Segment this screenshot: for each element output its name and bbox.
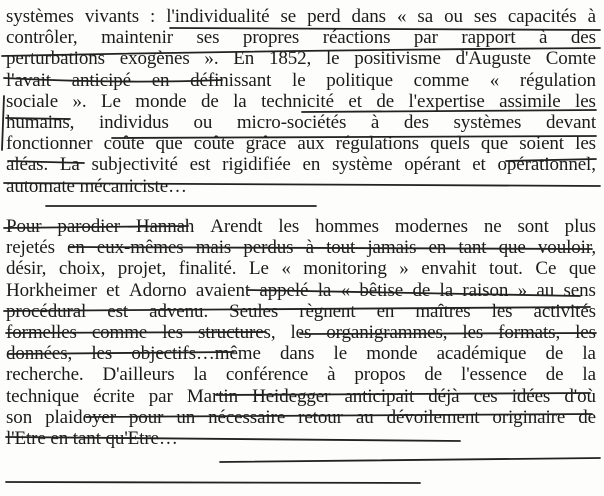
word: assimile: [499, 90, 561, 112]
word: sa: [417, 6, 434, 27]
word: bêtise: [359, 279, 404, 301]
word: Seules: [229, 300, 279, 322]
word: aléas.: [6, 154, 49, 176]
word: le: [333, 343, 348, 365]
word: en: [302, 154, 321, 176]
word: »: [399, 258, 409, 280]
word: de: [200, 90, 219, 112]
word: rigidifiée: [222, 154, 291, 176]
word: «: [281, 258, 291, 280]
underline-mark: [220, 458, 600, 462]
word: devant: [545, 111, 596, 133]
word: :: [150, 6, 156, 27]
word: de: [424, 364, 443, 386]
word: le: [326, 48, 340, 70]
word: ou: [444, 6, 463, 27]
text-line: [6, 154, 596, 175]
word: structures,: [197, 321, 276, 343]
word: de: [545, 364, 564, 386]
word: individus: [98, 111, 169, 133]
word: perd: [307, 6, 341, 27]
word: des: [570, 27, 596, 49]
text-line: [6, 322, 596, 343]
word: technique: [6, 385, 79, 407]
word: de: [578, 406, 596, 428]
word: les: [575, 321, 596, 343]
word: En: [233, 48, 255, 70]
word: données,: [6, 343, 73, 365]
text-line: [6, 280, 596, 301]
word: les: [575, 133, 596, 155]
word: dans: [279, 343, 315, 365]
word: au: [355, 406, 374, 428]
text-line: [6, 301, 596, 322]
word: les: [278, 216, 300, 237]
word: coûte: [103, 133, 145, 155]
word: quels: [430, 133, 470, 155]
text-line: [6, 133, 596, 154]
word: contrôler,: [6, 27, 78, 49]
word: Martin: [186, 385, 238, 407]
word: micro-sociétés: [236, 111, 347, 133]
word: la: [233, 90, 247, 112]
word: ne: [483, 216, 502, 237]
text-line: [6, 48, 596, 69]
word: nécessaire: [208, 406, 286, 428]
word: parodier: [57, 216, 120, 237]
word: monde: [366, 343, 418, 365]
word: advenu.: [149, 300, 209, 322]
word: monde: [135, 90, 187, 112]
word: »: [517, 279, 528, 301]
word: l'individualité: [166, 6, 270, 27]
word: originaire: [492, 406, 566, 428]
paragraph-1: [6, 6, 596, 197]
text-line: [6, 112, 596, 133]
word: raison: [462, 279, 509, 301]
word: déjà: [428, 385, 460, 407]
word: opérationnel,: [497, 154, 596, 176]
word: académique: [436, 343, 527, 365]
word: plus: [564, 216, 596, 237]
word: rapport: [461, 27, 516, 49]
word: recherche.: [6, 364, 84, 386]
word: 1852,: [268, 48, 312, 70]
word: ».: [204, 48, 219, 70]
text-line: [6, 386, 596, 407]
word: perturbations: [6, 48, 105, 70]
word: activités: [533, 300, 596, 322]
word: et: [348, 90, 362, 112]
word: Heidegger: [252, 385, 331, 407]
word: envahit: [421, 258, 477, 280]
word: au: [536, 279, 555, 301]
word: «: [397, 6, 407, 27]
word: dévoilement: [386, 406, 480, 428]
word: régulation: [519, 69, 596, 91]
word: les: [91, 343, 113, 365]
word: de: [545, 343, 564, 365]
word: l'expertise: [408, 90, 485, 112]
word: mais: [195, 237, 232, 259]
word: rejetés: [6, 237, 55, 259]
word: et: [106, 279, 120, 301]
text-line: [6, 6, 596, 27]
word: les: [162, 321, 184, 343]
word: ces: [473, 385, 498, 407]
word: de: [376, 90, 395, 112]
word: conférence: [225, 364, 309, 386]
word: procédural: [6, 300, 87, 322]
word: perdus: [243, 237, 294, 259]
word: avaient: [195, 279, 251, 301]
word: idées: [511, 385, 551, 407]
text-line-content: l'Etre en tant qu'Etre…: [6, 427, 178, 449]
word: systèmes: [453, 111, 522, 133]
text-line-content: automate mécaniciste…: [6, 175, 187, 197]
word: grâce: [245, 133, 287, 155]
word: son: [6, 406, 33, 428]
word: hommes: [315, 216, 379, 237]
word: subjectivité: [91, 154, 178, 176]
word: à: [587, 6, 596, 27]
word: «: [340, 279, 351, 301]
margin-mark: [2, 96, 4, 150]
word: régulations: [335, 133, 419, 155]
word: opérant: [404, 154, 461, 176]
word: à: [370, 111, 380, 133]
word: tout: [326, 237, 356, 259]
word: les: [290, 321, 312, 343]
word: retour: [298, 406, 343, 428]
word: vivants: [84, 6, 140, 27]
word: ou: [193, 111, 213, 133]
word: que: [155, 133, 183, 155]
word: les: [462, 321, 484, 343]
word: choix,: [58, 258, 106, 280]
word: le: [292, 69, 306, 91]
word: formats,: [498, 321, 561, 343]
word: l'avait: [6, 69, 51, 91]
word: anticipait: [344, 385, 415, 407]
word: jamais: [367, 237, 417, 259]
word: finalité.: [178, 258, 237, 280]
word: tout.: [489, 258, 523, 280]
word: ses: [196, 27, 220, 49]
text-line: [6, 364, 596, 385]
word: en: [151, 69, 170, 91]
word: système: [331, 154, 393, 176]
word: anticipé: [71, 69, 131, 91]
word: réactions: [322, 27, 391, 49]
word: plaidoyer: [45, 406, 116, 428]
word: vouloir,: [537, 237, 596, 259]
word: sociale: [6, 90, 59, 112]
word: Le: [248, 258, 269, 280]
text-line: [6, 428, 596, 449]
word: la: [439, 279, 454, 301]
word: règnent: [299, 300, 356, 322]
word: d'où: [564, 385, 596, 407]
paragraph-2: [6, 216, 596, 449]
word: maîtres: [415, 300, 471, 322]
word: les: [491, 300, 513, 322]
word: politique: [326, 69, 393, 91]
word: l'essence: [461, 364, 527, 386]
word: exogènes: [119, 48, 190, 70]
word: en: [428, 237, 447, 259]
word: La: [59, 154, 80, 176]
word: sont: [517, 216, 549, 237]
word: de: [412, 279, 431, 301]
word: Ce: [535, 258, 557, 280]
word: propos: [354, 364, 406, 386]
word: comme: [413, 69, 470, 91]
word: organigrammes,: [326, 321, 448, 343]
word: que: [480, 133, 509, 155]
text-line: [6, 216, 596, 237]
word: Arendt: [210, 216, 263, 237]
word: technicité: [261, 90, 334, 112]
word: définissant: [190, 69, 272, 91]
word: d'Auguste: [455, 48, 531, 70]
word: aux: [297, 133, 325, 155]
text-line: [6, 176, 596, 197]
word: capacités: [507, 6, 577, 27]
word: est: [107, 300, 129, 322]
word: maintenir: [101, 27, 173, 49]
text-line: [6, 70, 596, 91]
word: «: [489, 69, 500, 91]
word: en: [67, 237, 85, 259]
word: en: [376, 300, 395, 322]
text-line: [6, 27, 596, 48]
text-line: [6, 91, 596, 112]
word: positivisme: [354, 48, 441, 70]
word: Comte: [545, 48, 596, 70]
word: la: [582, 343, 596, 365]
word: la: [317, 279, 332, 301]
word: par: [413, 27, 438, 49]
text-line: [6, 343, 596, 364]
word: ses: [473, 6, 497, 27]
underline-mark: [6, 482, 420, 483]
word: formelles: [6, 321, 77, 343]
word: la: [582, 364, 596, 386]
word: les: [575, 90, 596, 112]
word: Pour: [6, 216, 42, 237]
word: fonctionner: [6, 133, 93, 155]
word: systèmes: [6, 6, 74, 27]
word: comme: [91, 321, 148, 343]
word: à: [327, 364, 336, 386]
word: est: [189, 154, 211, 176]
word: humains,: [6, 111, 75, 133]
word: Adorno: [129, 279, 187, 301]
word: désir,: [6, 258, 47, 280]
word: que: [498, 237, 526, 259]
word: par: [148, 385, 173, 407]
word: modernes: [394, 216, 468, 237]
word: dans: [351, 6, 386, 27]
word: tant: [458, 237, 487, 259]
text-line: [6, 237, 596, 258]
word: à: [305, 237, 314, 259]
word: eux-mêmes: [96, 237, 184, 259]
word: monitoring: [303, 258, 387, 280]
word: et: [472, 154, 486, 176]
word: Horkheimer: [6, 279, 97, 301]
word: D'ailleurs: [102, 364, 175, 386]
word: à: [539, 27, 548, 49]
word: un: [176, 406, 196, 428]
word: objectifs…même: [131, 343, 261, 365]
word: coûte: [193, 133, 235, 155]
word: Hannah: [135, 216, 195, 237]
word: soient: [519, 133, 564, 155]
word: propres: [242, 27, 300, 49]
text-line: [6, 407, 596, 428]
word: sens: [563, 279, 596, 301]
word: projet,: [117, 258, 167, 280]
word: que: [568, 258, 596, 280]
word: appelé: [259, 279, 309, 301]
word: ».: [72, 90, 87, 112]
word: des: [403, 111, 429, 133]
word: Le: [101, 90, 121, 112]
word: se: [280, 6, 297, 27]
word: écrite: [93, 385, 135, 407]
text-line: [6, 258, 596, 279]
word: la: [193, 364, 207, 386]
word: pour: [128, 406, 164, 428]
